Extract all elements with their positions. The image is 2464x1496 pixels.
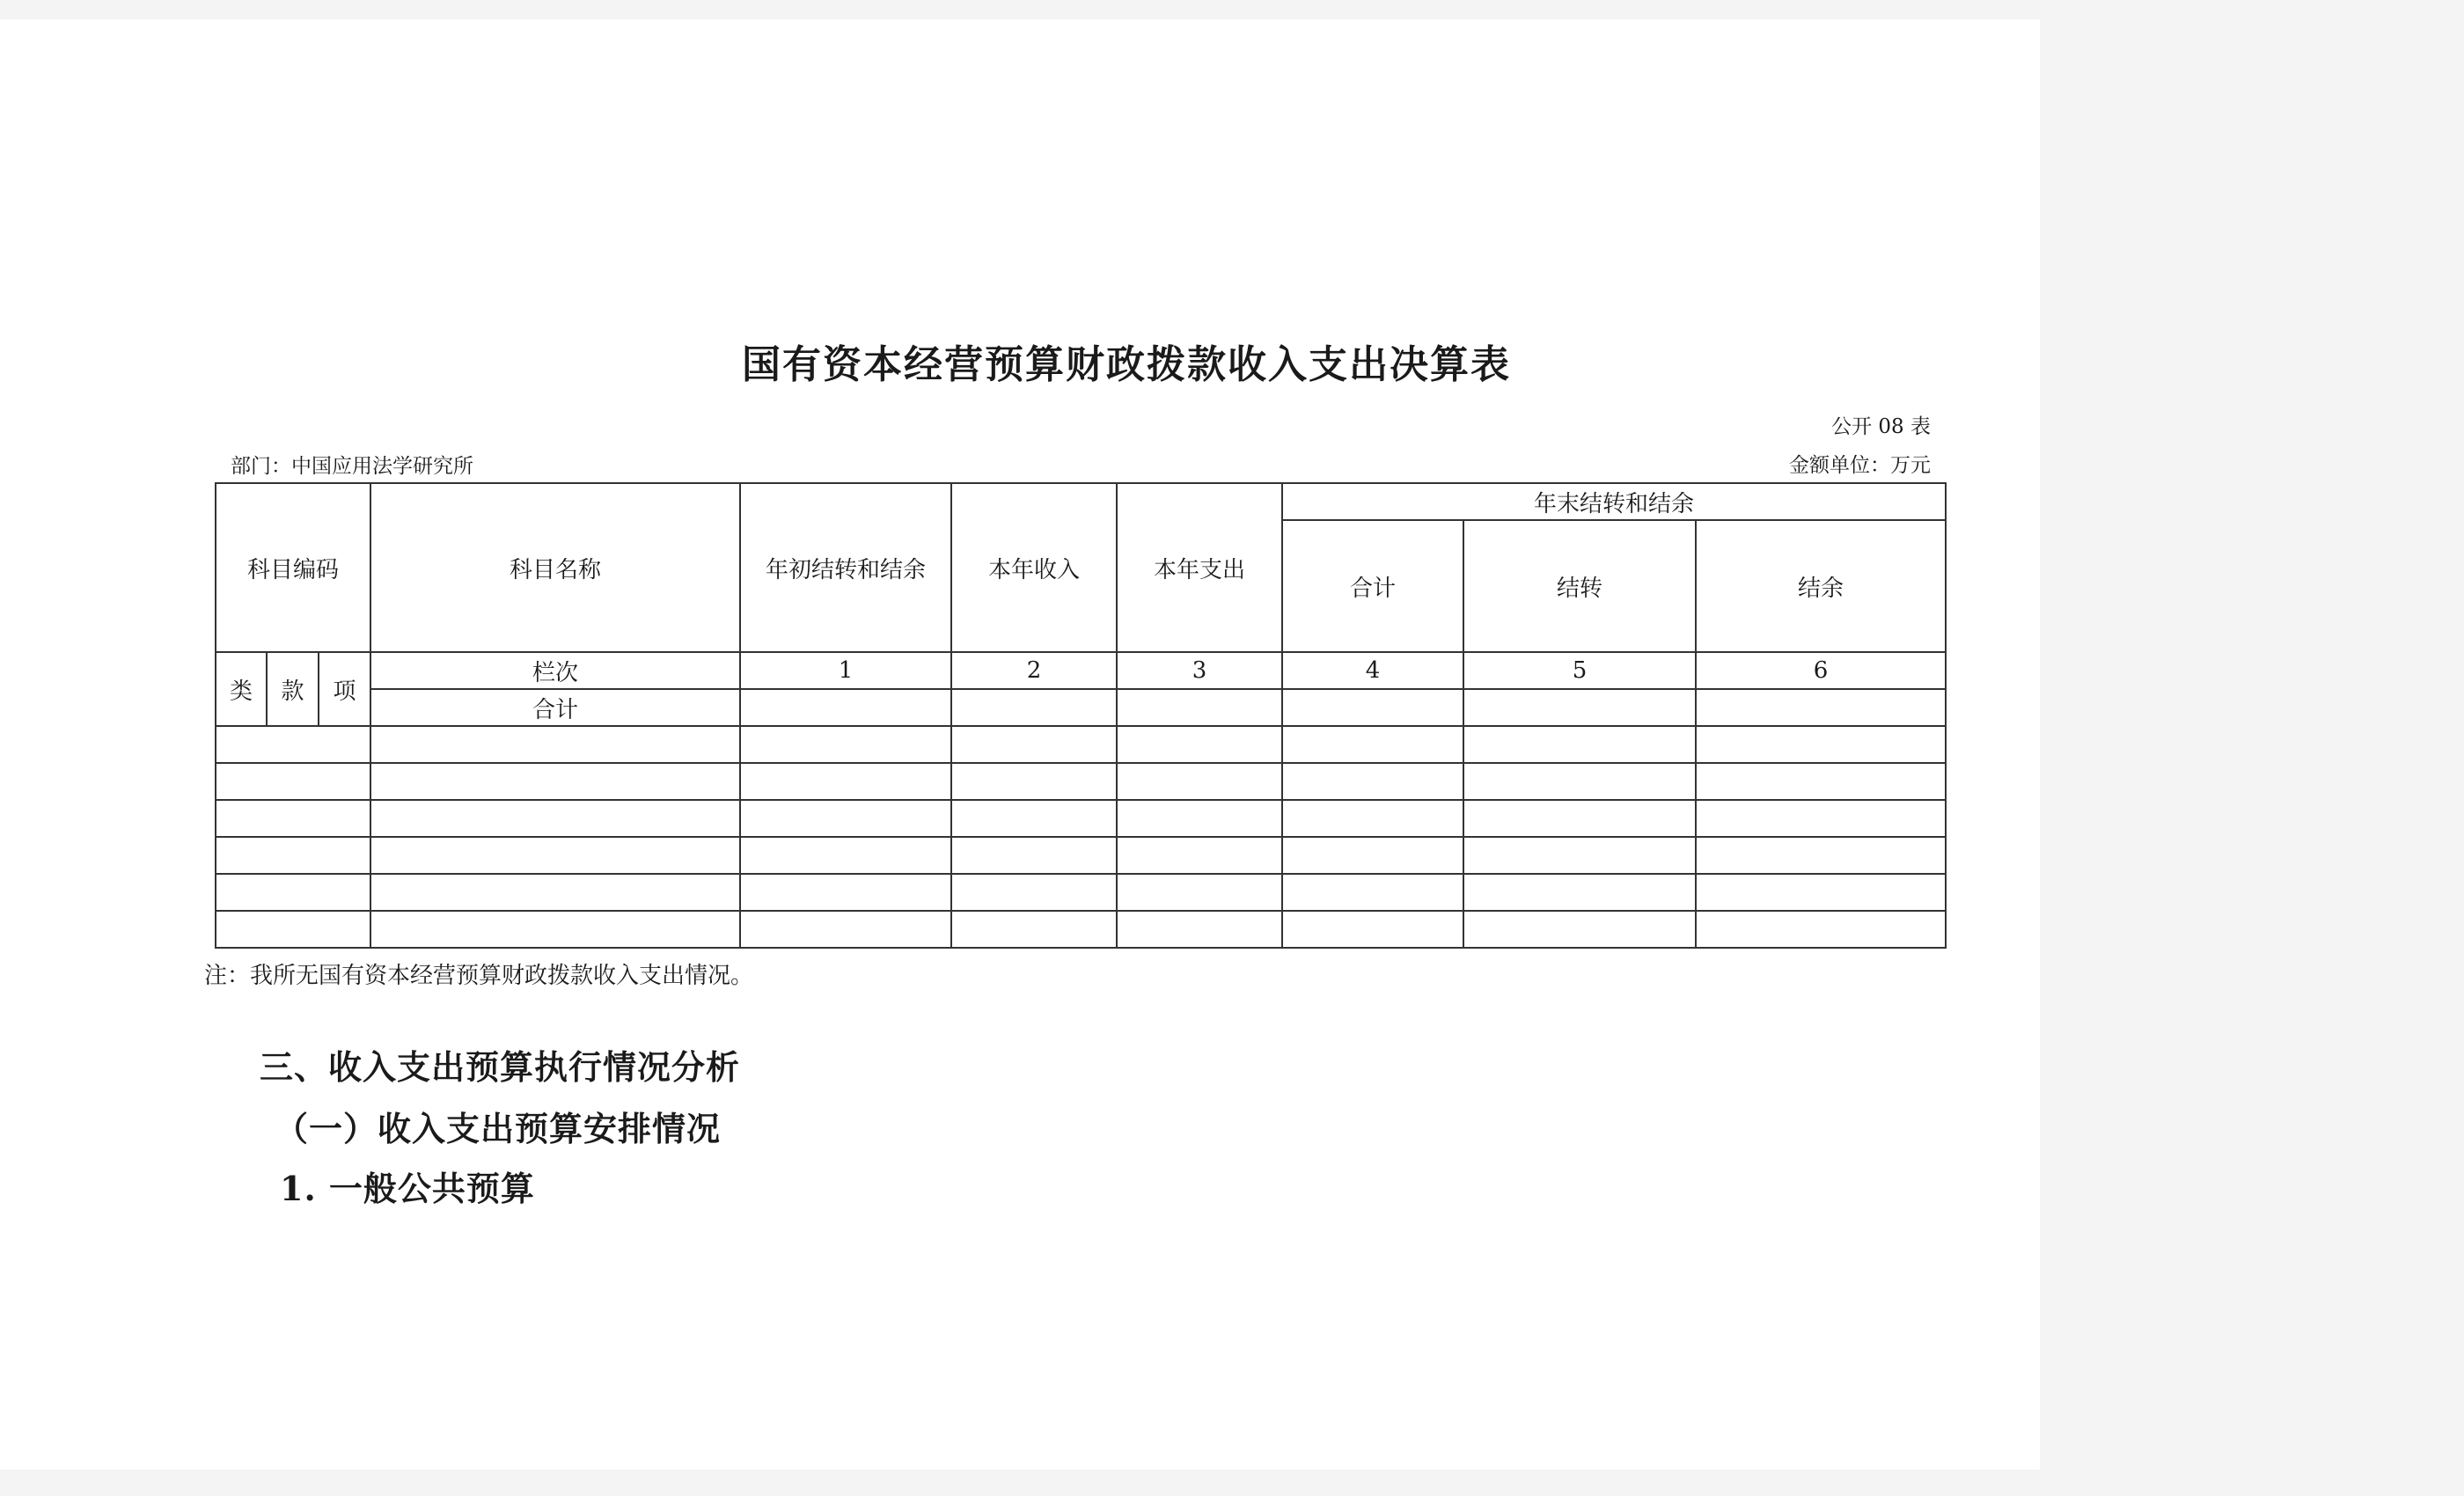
table-cell: [370, 874, 740, 911]
table-row-index: [216, 652, 1946, 689]
table-cell: [951, 911, 1117, 948]
table-cell: [1117, 689, 1282, 726]
table-cell: [951, 800, 1117, 837]
table-cell: [216, 837, 370, 874]
column-number: 1: [740, 652, 951, 689]
table-cell: [370, 726, 740, 763]
code-section-label: 款: [267, 652, 319, 726]
table-cell: [216, 763, 370, 800]
table-cell: [1282, 800, 1463, 837]
table-cell: [1696, 911, 1946, 948]
table-cell: [1463, 837, 1696, 874]
final-accounts-table: [215, 482, 1947, 949]
table-cell: [1696, 874, 1946, 911]
table-cell: [1696, 800, 1946, 837]
table-cell: [1282, 911, 1463, 948]
row-total-label: 合计: [370, 689, 740, 726]
department-label: 部门：中国应用法学研究所: [231, 455, 473, 478]
table-cell: [740, 837, 951, 874]
table-cell: [740, 689, 951, 726]
table-cell: [1463, 726, 1696, 763]
column-number: 5: [1463, 652, 1696, 689]
table-cell: [740, 726, 951, 763]
table-cell: [1117, 726, 1282, 763]
table-cell: [1117, 911, 1282, 948]
item-heading: 1. 一般公共预算: [280, 1169, 535, 1208]
header-subject-name: 科目名称: [370, 483, 740, 652]
header-current-income: 本年收入: [951, 483, 1117, 652]
amount-unit: 金额单位：万元: [1789, 454, 1931, 477]
code-item-label: 项: [319, 652, 370, 726]
table-cell: [740, 874, 951, 911]
table-row-total: [216, 689, 1946, 726]
table-cell: [1117, 800, 1282, 837]
header-subject-code: 科目编码: [216, 483, 370, 652]
column-number: 4: [1282, 652, 1463, 689]
header-end-surplus: 结余: [1696, 520, 1946, 652]
table-cell: [1463, 763, 1696, 800]
column-number: 3: [1117, 652, 1282, 689]
table-cell: [216, 911, 370, 948]
table-cell: [951, 763, 1117, 800]
table-cell: [216, 726, 370, 763]
table-cell: [1696, 837, 1946, 874]
form-number: 公开 08 表: [1831, 415, 1931, 438]
header-beginning-balance: 年初结转和结余: [740, 483, 951, 652]
table-cell: [216, 800, 370, 837]
table-cell: [1696, 726, 1946, 763]
table-cell: [951, 874, 1117, 911]
table-row: [216, 911, 1946, 948]
table-cell: [1117, 763, 1282, 800]
code-category-label: 类: [216, 652, 267, 726]
table-cell: [1463, 911, 1696, 948]
table-cell: [951, 726, 1117, 763]
table-cell: [1282, 689, 1463, 726]
header-end-total: 合计: [1282, 520, 1463, 652]
table-cell: [1282, 763, 1463, 800]
table-row: [216, 763, 1946, 800]
table-cell: [1696, 689, 1946, 726]
table-note: 注：我所无国有资本经营预算财政拨款收入支出情况。: [204, 963, 754, 989]
table-row: [216, 837, 1946, 874]
column-number: 2: [951, 652, 1117, 689]
table-cell: [740, 800, 951, 837]
table-cell: [216, 874, 370, 911]
table-cell: [370, 911, 740, 948]
table-row: [216, 874, 1946, 911]
section-heading: 三、收入支出预算执行情况分析: [260, 1047, 741, 1087]
table-cell: [951, 689, 1117, 726]
table-cell: [1463, 689, 1696, 726]
table-cell: [1117, 874, 1282, 911]
table-cell: [1463, 874, 1696, 911]
table-cell: [1282, 837, 1463, 874]
table-cell: [1282, 874, 1463, 911]
table-cell: [370, 837, 740, 874]
header-year-end-balance: 年末结转和结余: [1282, 483, 1946, 520]
table-cell: [370, 763, 740, 800]
table-cell: [1463, 800, 1696, 837]
column-number: 6: [1696, 652, 1946, 689]
row-index-label: 栏次: [370, 652, 740, 689]
table-cell: [740, 763, 951, 800]
table-cell: [1696, 763, 1946, 800]
table-row: [216, 726, 1946, 763]
subsection-heading: （一）收入支出预算安排情况: [275, 1109, 722, 1148]
table-title: 国有资本经营预算财政拨款收入支出决算表: [742, 342, 1511, 387]
table-cell: [1117, 837, 1282, 874]
table-cell: [370, 800, 740, 837]
header-current-expense: 本年支出: [1117, 483, 1282, 652]
table-cell: [740, 911, 951, 948]
table-cell: [1282, 726, 1463, 763]
header-end-carryover: 结转: [1463, 520, 1696, 652]
table-cell: [951, 837, 1117, 874]
table-row: [216, 800, 1946, 837]
